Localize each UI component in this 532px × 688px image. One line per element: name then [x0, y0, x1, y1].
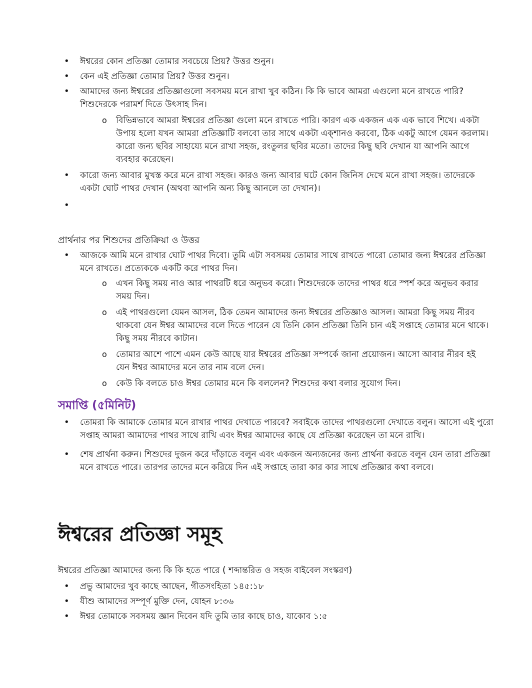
- section-heading-prayer: প্রার্থনার পর শিশুদের প্রতিক্রিয়া ও উত্তর: [58, 236, 200, 246]
- list-item-empty: [60, 200, 495, 213]
- page-title: ঈশ্বরের প্রতিজ্ঞা সমূহ: [58, 522, 222, 546]
- list-item: • প্রভু আমাদের খুব কাছে আছেন, গীতসংহিতা ১৪৫:১৮: [60, 581, 495, 594]
- list-item: • কারো জন্য আবার মুখস্ত করে মনে রাখা সহজ। কারও জন্য আবার ঘটে কোন জিনিস দেখে মনে রাখা সহজ। তাদেরকে একটা ঘোট পাথর দেখান (অথবা আপনি অন্য কিছু আনলে তা দেখান)।: [60, 170, 495, 196]
- section-heading-closing: সমাপ্তি (৫মিনিট): [58, 398, 137, 412]
- section-questions: [0, 56, 532, 213]
- sub-list-item: o এখন কিছু সময় নাও আর পাথরটি ধরে অনুভব করো। শিশুদেরকে তাদের পাথর ধরে স্পর্শ করে অনুভব করার সময় দিন।: [100, 278, 491, 304]
- list-item: • আজকে আমি মনে রাখার ঘোট পাথর দিবো। তুমি এটা সবসময় তোমার সাথে রাখতে পারো তোমার জন্য ঈশ্বরের প্রতিজ্ঞা মনে রাখতে। প্রত্যেককে একটি করে পাথর দিন।: [60, 250, 495, 276]
- sub-list-item: o এই পাথরগুলো যেমন আসল, ঠিক তেমন আমাদের জন্য ঈশ্বরের প্রতিজ্ঞাও আসল। আমরা কিছু সময় নীরব থাকবো যেন ঈশ্বর আমাদের বলে দিতে পারেন যে তিনি কোন প্রতিজ্ঞা তিনি চান এই সপ্তাহে তোমার মনে থাকে। কিছু সময় নীরবে কাটান।: [100, 307, 491, 346]
- sub-list-item: o বিভিন্নভাবে আমরা ঈশ্বরের প্রতিজ্ঞা গুলো মনে রাখতে পারি। কারণ এক একজন এক এক ভাবে শিখে। একটা উপায় হলো যখন আমরা প্রতিজ্ঞাটি বলবো তার সাথে একটা এক্শানও করবো, ঠিক একটু আগে যেমন করলাম। কারো জন্য ছবির সাহায্যে মনে রাখা সহজ, রংতুলর ছবির মতো। তাদের কিছু ছবি দেখান যা আপনি আগে ব্যবহার করেছেন।: [100, 115, 491, 167]
- list-item: • ঈশ্বরের কোন প্রতিজ্ঞা তোমার সবচেয়ে প্রিয়? উত্তর শুনুন।: [60, 56, 495, 69]
- list-item: • তোমরা কি আমাকে তোমার মনে রাখার পাথর দেখাতে পারবে? সবাইকে তাদের পাথরগুলো দেখাতে বলুন। আসো এই পুরো সপ্তাহ আমরা আমাদের পাথর সাথে রাখি এবং ঈশ্বর আমাদের কাছে যে প্রতিজ্ঞা করেছেন তা মনে রাখি।: [60, 417, 495, 443]
- list-item: • শেষ প্রার্থনা করুন। শিশুদের দুজন করে দাঁড়াতে বলুন এবং একজন অন্যজনের জন্য প্রার্থনা করতে বলুন যেন তারা প্রতিজ্ঞা মনে রাখতে পারে। তারপর তাদের মনে করিয়ে দিন এই সপ্তাহে তারা কার কার সাথে প্রতিজ্ঞার কথা বলবে।: [60, 449, 495, 475]
- section-prayer: [0, 250, 532, 391]
- section-promises: [0, 581, 532, 624]
- sub-list-item: o তোমার আশে পাশে এমন কেউ আছে যার ঈশ্বরের প্রতিজ্ঞা সম্পর্কে জানা প্রয়োজন। আসো আবার নীরব হই যেন ঈশ্বর আমাদের মনে তার নাম বলে দেন।: [100, 349, 491, 375]
- sub-list-item: o কেউ কি বলতে চাও ঈশ্বর তোমার মনে কি বললেন? শিশুদের কথা বলার সুযোগ দিন।: [100, 378, 491, 391]
- list-item: • কেন এই প্রতিজ্ঞা তোমার প্রিয়? উত্তর শুনুন।: [60, 71, 495, 84]
- list-item: • ঈশ্বর তোমাকে সবসময় জ্ঞান দিবেন যদি তুমি তার কাছে চাও, যাকোব ১:৫: [60, 611, 495, 624]
- promises-intro: ঈশ্বরের প্রতিজ্ঞা আমাদের জন্য কি কি হতে পারে ( শব্দান্তরিত ও সহজ বাইবেল সংস্করণ): [58, 566, 353, 576]
- section-closing: [0, 417, 532, 475]
- list-item: • আমাদের জন্য ঈশ্বরের প্রতিজ্ঞাগুলো সবসময় মনে রাখা খুব কঠিন। কি কি ভাবে আমরা এগুলো মনে রাখতে পারি? শিশুদেরকে পরামর্শ দিতে উৎসাহ দিন।: [60, 86, 495, 112]
- list-item: • যীশু আমাদের সম্পূর্ণ মুক্তি দেন, যোহন ৮:৩৬: [60, 596, 495, 609]
